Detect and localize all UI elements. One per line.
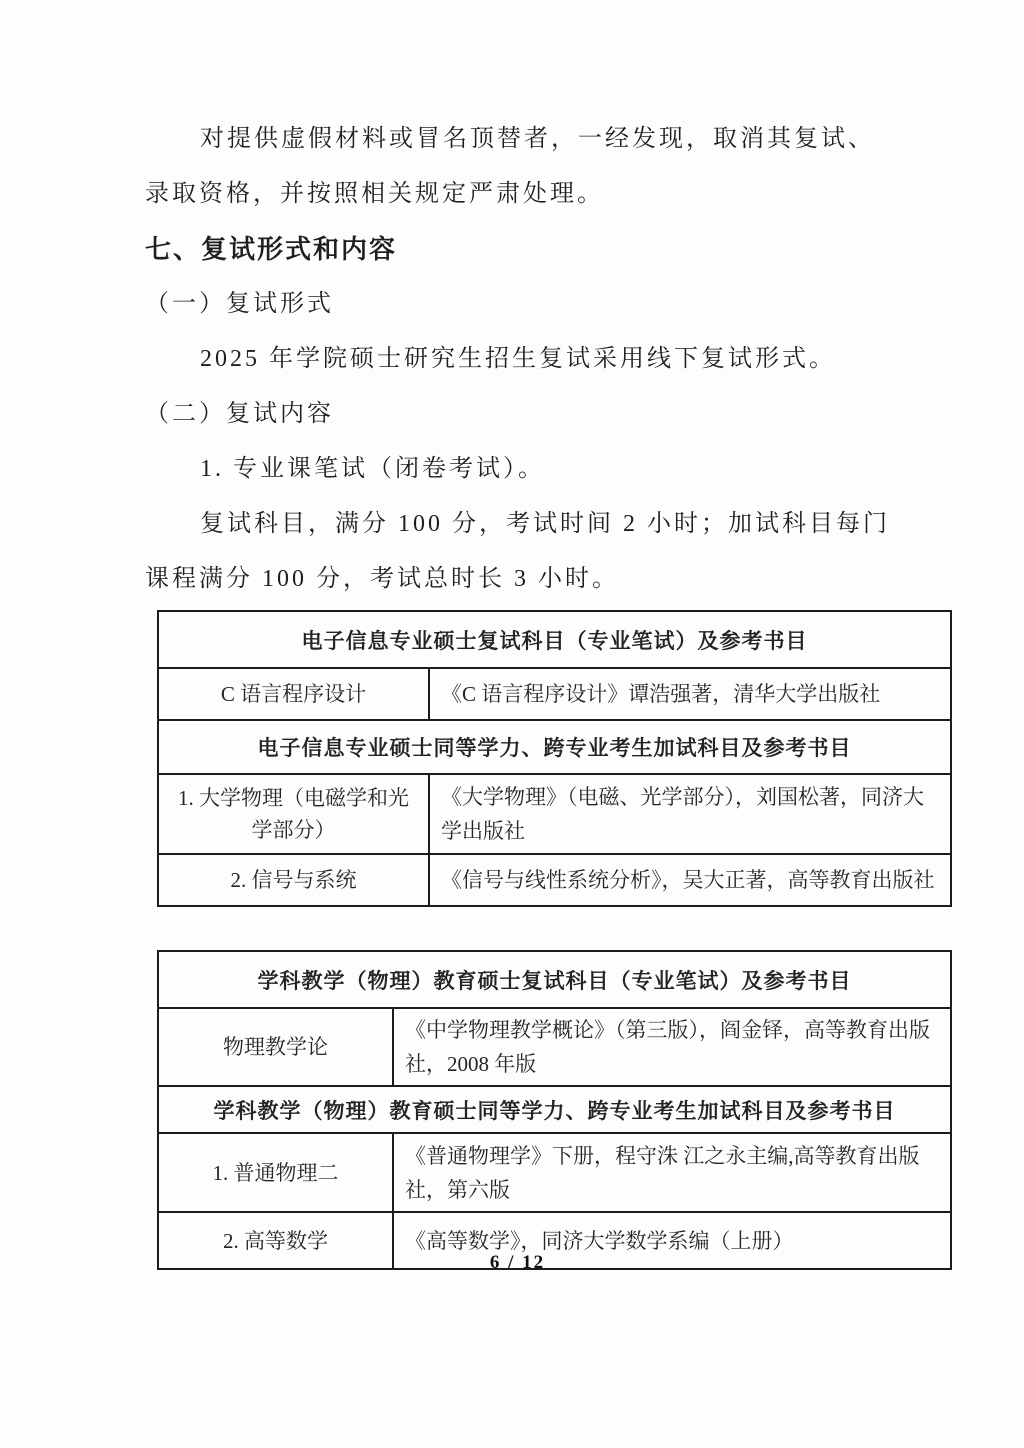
table-row [158, 720, 951, 774]
table-row [158, 774, 951, 854]
retest-header-cell: 电子信息专业硕士复试科目（专业笔试）及参考书目 [158, 611, 951, 668]
reference-cell: 《大学物理》（电磁、光学部分），刘国松著，同济大学出版社 [429, 774, 951, 854]
sub1-heading: （一）复试形式 [145, 291, 334, 317]
table-row [158, 951, 951, 1008]
table-row [158, 611, 951, 668]
note-line-2: 课程满分 100 分，考试总时长 3 小时。 [145, 566, 619, 592]
subject-cell: 2. 高等数学 [158, 1212, 393, 1269]
reference-cell: 《信号与线性系统分析》，吴大正著，高等教育出版社 [429, 854, 951, 906]
addtest-header-cell: 学科教学（物理）教育硕士同等学力、跨专业考生加试科目及参考书目 [158, 1086, 951, 1133]
intro-line-1: 对提供虚假材料或冒名顶替者，一经发现，取消其复试、 [200, 126, 875, 152]
table-row [158, 854, 951, 906]
reference-cell: 《C 语言程序设计》谭浩强著，清华大学出版社 [429, 668, 951, 720]
sub1-text: 2025 年学院硕士研究生招生复试采用线下复试形式。 [200, 346, 836, 372]
table-row [158, 668, 951, 720]
subject-cell: 1. 大学物理（电磁学和光学部分） [158, 774, 429, 854]
note-line-1: 复试科目，满分 100 分，考试时间 2 小时；加试科目每门 [200, 511, 890, 537]
table-row [158, 1133, 951, 1212]
item1-text: 1. 专业课笔试（闭卷考试）。 [200, 456, 545, 482]
page-number: 6 / 12 [489, 1252, 546, 1273]
table-row [158, 1008, 951, 1086]
subject-cell: C 语言程序设计 [158, 668, 429, 720]
reference-cell: 《中学物理教学概论》（第三版），阎金铎，高等教育出版社，2008 年版 [393, 1008, 951, 1086]
electronic-info-reference-table [157, 610, 952, 907]
reference-cell: 《普通物理学》下册，程守洙 江之永主编,高等教育出版社，第六版 [393, 1133, 951, 1212]
intro-line-2: 录取资格，并按照相关规定严肃处理。 [145, 181, 604, 207]
reference-cell: 《高等数学》，同济大学数学系编（上册） [393, 1212, 951, 1269]
subject-cell: 物理教学论 [158, 1008, 393, 1086]
section-heading: 七、复试形式和内容 [145, 234, 398, 264]
retest-header-cell: 学科教学（物理）教育硕士复试科目（专业笔试）及参考书目 [158, 951, 951, 1008]
table-row [158, 1086, 951, 1133]
subject-cell: 1. 普通物理二 [158, 1133, 393, 1212]
physics-education-reference-table [157, 950, 952, 1270]
sub2-heading: （二）复试内容 [145, 401, 334, 427]
addtest-header-cell: 电子信息专业硕士同等学力、跨专业考生加试科目及参考书目 [158, 720, 951, 774]
subject-cell: 2. 信号与系统 [158, 854, 429, 906]
body-text [145, 112, 905, 607]
